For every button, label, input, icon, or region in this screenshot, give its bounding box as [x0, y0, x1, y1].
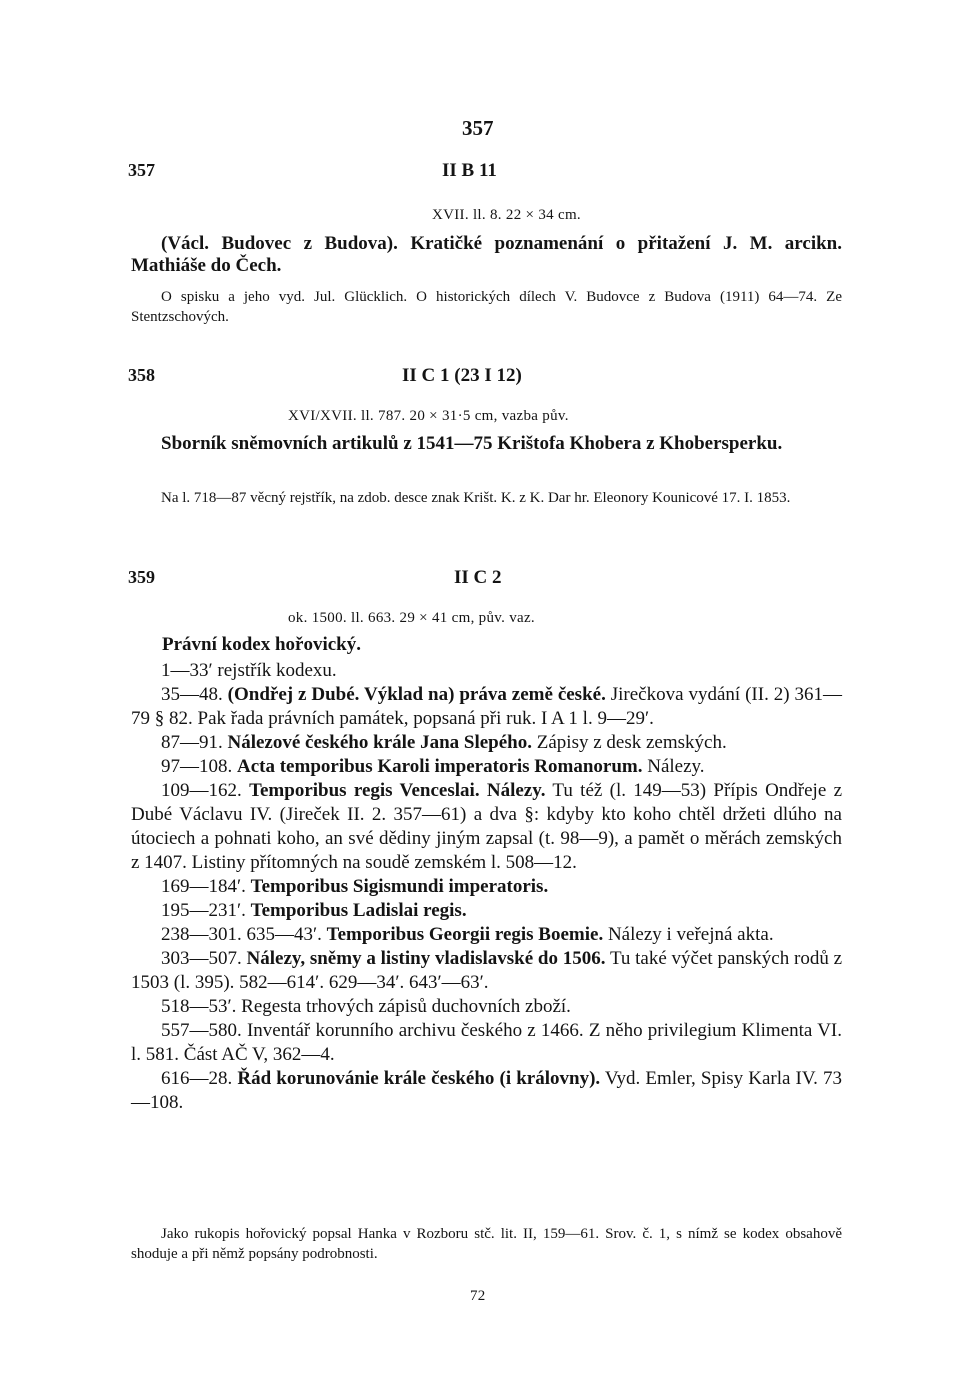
- paragraph-557-580: 557—580. Inventář korunního archivu českého z 1466. Z něho privilegium Klimenta VI. l. 581. Část AČ V, 362—4.: [131, 1020, 842, 1065]
- title-358: Sborník sněmovních artikulů z 1541—75 Krištofa Khobera z Khobersperku.: [161, 433, 783, 454]
- entry-number-358: 358: [128, 365, 155, 385]
- page-number-bottom: 72: [470, 1288, 486, 1304]
- note-358: Na l. 718—87 věcný rejstřík, na zdob. desce znak Krišt. K. z K. Dar hr. Eleonory Kounicové 17. I. 1853.: [161, 490, 791, 506]
- section-note: Vyd. Emler, Spisy Karla IV. 73—108.: [131, 1068, 842, 1113]
- section-note: Zápisy z desk zemských.: [532, 732, 727, 753]
- section-title: Temporibus regis Venceslai. Nálezy.: [249, 780, 546, 801]
- folio-range: 169—184′.: [161, 876, 251, 897]
- section-title: Temporibus Ladislai regis.: [250, 900, 467, 921]
- entry-number-357: 357: [128, 160, 155, 180]
- entry-number-359: 359: [128, 567, 155, 587]
- note-357: O spisku a jeho vyd. Jul. Glücklich. O historických dílech V. Budovce z Budova (1911) 64—74. Ze Stentzschových.: [131, 289, 842, 325]
- section-title: Temporibus Georgii regis Boemie.: [326, 924, 604, 945]
- paragraph-169-184: [131, 875, 842, 899]
- meta-359: ok. 1500. ll. 663. 29 × 41 cm, pův. vaz.: [288, 610, 535, 626]
- section-title: (Ondřej z Dubé. Výklad na) práva země české.: [227, 684, 606, 705]
- folio-range: 616—28.: [161, 1068, 238, 1089]
- paragraph-97-108: [131, 755, 842, 779]
- page-number-top: 357: [462, 116, 494, 140]
- title-357: (Václ. Budovec z Budova). Kratičké poznamenání o přitažení J. M. arcikn. Mathiáše do Čech.: [131, 233, 842, 276]
- folio-range: 109—162.: [161, 780, 250, 801]
- footnote-359: Jako rukopis hořovický popsal Hanka v Rozboru stč. lit. II, 159—61. Srov. č. 1, s nímž se kodex obsahově shoduje a při němž popsány podrobnosti.: [131, 1226, 842, 1262]
- shelfmark-358: II C 1 (23 I 12): [402, 365, 522, 386]
- entry-359-body: [131, 659, 842, 1115]
- section-title: Temporibus Sigismundi imperatoris.: [250, 876, 549, 897]
- section-note: Jirečkova vydání (II. 2) 361—79 § 82. Pak řada právních památek, popsaná při ruk. I A 1 l. 9—29′.: [131, 684, 842, 729]
- section-title: Nálezy, sněmy a listiny vladislavské do 1506.: [246, 948, 606, 969]
- section-note: Tu též (l. 149—53) Přípis Ondřeje z Dubé Václavu IV. (Jireček II. 2. 357—61) a dva §: kdyby kto koho chtěl držeti dlúho na útociech a pohnati koho, an své dědiny jiným zapsal (t. 98—9), a pamět o měrách zemských z 1407. Listiny přítomných na soudě zemském l. 508—12.: [131, 780, 842, 873]
- shelfmark-357: II B 11: [442, 160, 497, 181]
- folio-range: 303—507.: [161, 948, 247, 969]
- section-note: Tu také výčet panských rodů z 1503 (l. 395). 582—614′. 629—34′. 643′—63′.: [131, 948, 843, 993]
- section-note: Nálezy.: [642, 756, 705, 777]
- folio-range: 195—231′.: [161, 900, 251, 921]
- section-note: Nálezy i veřejná akta.: [603, 924, 774, 945]
- meta-358: XVI/XVII. ll. 787. 20 × 31·5 cm, vazba pův.: [288, 408, 569, 424]
- paragraph-109-162: [131, 779, 842, 875]
- paragraph-616-28: [131, 1067, 842, 1115]
- folio-range: 97—108.: [161, 756, 237, 777]
- folio-range: 238—301. 635—43′.: [161, 924, 327, 945]
- folio-range: 87—91.: [161, 732, 228, 753]
- section-title: Acta temporibus Karoli imperatoris Romanorum.: [237, 756, 643, 777]
- paragraph-35-48: [131, 683, 842, 731]
- meta-357: XVII. ll. 8. 22 × 34 cm.: [432, 207, 581, 223]
- paragraph-87-91: [131, 731, 842, 755]
- paragraph-238-301: [131, 923, 842, 947]
- section-title: Řád korunovánie krále českého (i královny).: [237, 1068, 601, 1089]
- paragraph-518-53: 518—53′. Regesta trhových zápisů duchovních zboží.: [161, 996, 571, 1017]
- paragraph-195-231: [131, 899, 842, 923]
- folio-range: 35—48.: [161, 684, 228, 705]
- title-359: Právní kodex hořovický.: [162, 634, 361, 655]
- paragraph-index: 1—33′ rejstřík kodexu.: [161, 660, 337, 681]
- section-title: Nálezové českého krále Jana Slepého.: [227, 732, 533, 753]
- paragraph-303-507: [131, 947, 842, 995]
- shelfmark-359: II C 2: [454, 567, 502, 588]
